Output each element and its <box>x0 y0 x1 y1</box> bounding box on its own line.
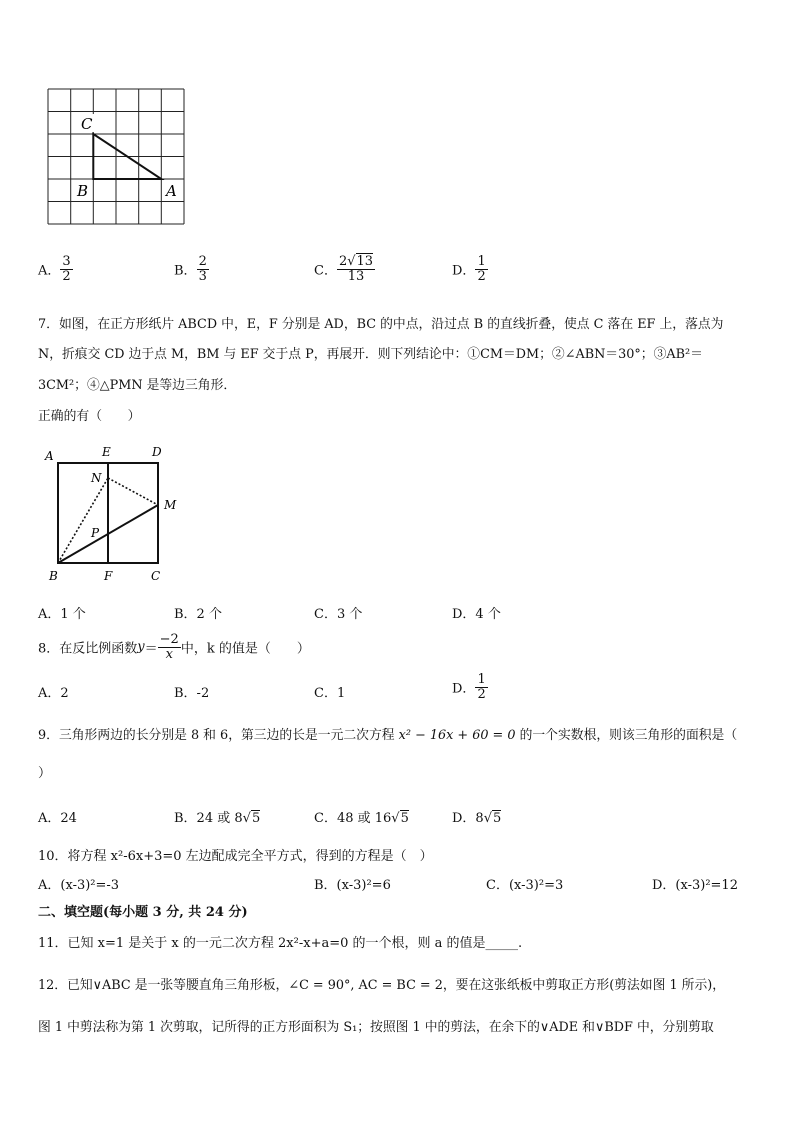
fraction-denominator: 3 <box>198 268 207 284</box>
label-a: A <box>166 182 177 200</box>
label-c: C <box>151 569 161 583</box>
q7-stem-line2: N，折痕交 CD 边于点 M，BM 与 EF 交于点 P，再展开．则下列结论中：①CM＝DM；②∠ABN＝30°；③AB²＝ <box>38 347 703 362</box>
q6-option-b[interactable] <box>174 255 209 283</box>
radical-sign-icon: √ <box>391 811 400 826</box>
q9-equation: x² − 16x + 60 = 0 <box>398 728 516 743</box>
q6-grid-figure <box>44 86 188 228</box>
label-p: P <box>91 526 100 540</box>
q7-option-c[interactable]: C．3 个 <box>314 607 363 622</box>
q7-option-a[interactable]: A．1 个 <box>38 607 86 622</box>
radicand: 13 <box>356 254 374 269</box>
q9-option-c[interactable] <box>314 807 409 826</box>
q10-option-d[interactable]: D．(x-3)²=12 <box>652 878 738 893</box>
radicand: 5 <box>400 811 409 826</box>
radical-sign-icon: √ <box>347 254 356 269</box>
q11-stem: 11．已知 x=1 是关于 x 的一元二次方程 2x²-x+a=0 的一个根，则 a 的值是_____. <box>38 936 523 951</box>
fraction-denominator: 2 <box>477 268 486 284</box>
q8-option-b[interactable]: B．-2 <box>174 686 210 701</box>
q10-option-c[interactable]: C．(x-3)²=3 <box>486 878 564 893</box>
option-label: D． <box>452 681 476 697</box>
fraction-numerator: 1 <box>477 254 486 269</box>
q7-square-figure <box>40 440 190 588</box>
q9-stem-pre: 9．三角形两边的长分别是 8 和 6，第三边的长是一元二次方程 <box>38 728 395 743</box>
q6-option-d[interactable] <box>452 255 488 283</box>
label-a: A <box>45 449 54 463</box>
q10-option-b[interactable]: B．(x-3)²=6 <box>314 878 391 893</box>
fraction-numerator: −2 <box>159 632 179 647</box>
option-label: C． <box>314 263 337 279</box>
q7-stem-line1: 7．如图，在正方形纸片 ABCD 中，E，F 分别是 AD，BC 的中点，沿过点 B 的直线折叠，使点 C 落在 EF 上，落点为 <box>38 317 724 332</box>
option-text: C．48 或 16 <box>314 811 392 826</box>
q9-option-d[interactable] <box>452 807 501 826</box>
q9-option-a[interactable]: A．24 <box>38 811 77 826</box>
label-c: C <box>81 115 93 133</box>
q9-stem-line1 <box>38 724 737 743</box>
fraction-denominator: 13 <box>347 268 365 284</box>
q9-option-b[interactable] <box>174 807 260 826</box>
radicand: 5 <box>493 811 502 826</box>
q8-option-c[interactable]: C．1 <box>314 686 346 701</box>
label-e: E <box>102 445 111 459</box>
radical-sign-icon: √ <box>483 811 492 826</box>
q7-stem-line3: 3CM²；④△PMN 是等边三角形． <box>38 378 237 393</box>
label-b: B <box>77 182 89 200</box>
var-y: y <box>137 639 145 655</box>
q6-option-c[interactable] <box>314 255 375 283</box>
fraction-denominator: 2 <box>62 268 71 284</box>
q12-stem-line1: 12．已知∨ABC 是一张等腰直角三角形板，∠C = 90°, AC = BC = 2，要在这张纸板中剪取正方形(剪法如图 1 所示)， <box>38 978 726 993</box>
fraction-numerator: 1 <box>477 672 486 687</box>
option-label: A． <box>38 263 61 279</box>
option-text: B．24 或 8 <box>174 811 243 826</box>
radicand: 5 <box>251 811 261 826</box>
option-label: D． <box>452 263 476 279</box>
section-title: 二、填空题(每小题 3 分, 共 24 分) <box>38 905 248 920</box>
segment-bn <box>58 478 108 563</box>
equals-sign: ＝ <box>144 641 158 657</box>
q8-stem-pre: 8．在反比例函数 <box>38 641 138 657</box>
label-n: N <box>91 471 102 485</box>
q8-stem-post: 中，k 的值是（ ） <box>180 641 310 657</box>
q7-option-b[interactable]: B．2 个 <box>174 607 222 622</box>
q7-stem-line4: 正确的有（ ） <box>38 409 141 424</box>
label-m: M <box>164 498 177 512</box>
q10-stem: 10．将方程 x²-6x+3=0 左边配成完全平方式，得到的方程是（ ） <box>38 849 433 864</box>
q12-stem-line2: 图 1 中剪法称为第 1 次剪取，记所得的正方形面积为 S₁；按照图 1 中的剪法，在余下的∨ADE 和∨BDF 中，分别剪取 <box>38 1020 714 1035</box>
fraction-denominator: x <box>165 646 173 662</box>
q7-option-d[interactable]: D．4 个 <box>452 607 501 622</box>
q8-stem <box>38 633 310 661</box>
label-b: B <box>49 569 58 583</box>
q9-stem-line2: ） <box>38 766 52 781</box>
fraction-numerator: 3 <box>62 254 71 269</box>
label-d: D <box>152 445 162 459</box>
option-label: B． <box>174 263 197 279</box>
fraction-numerator: 2 <box>198 254 207 269</box>
grid-lines <box>48 89 184 224</box>
q10-option-a[interactable]: A．(x-3)²=-3 <box>38 878 120 893</box>
fraction-numerator <box>337 255 375 270</box>
radical-sign-icon: √ <box>242 811 251 826</box>
fraction-denominator: 2 <box>477 686 486 702</box>
coefficient: 2 <box>338 254 348 269</box>
segment-nm <box>108 478 158 505</box>
q8-option-d[interactable] <box>452 673 488 701</box>
q9-stem-post: 的一个实数根，则该三角形的面积是（ <box>519 728 738 743</box>
label-f: F <box>104 569 113 583</box>
q8-option-a[interactable]: A．2 <box>38 686 69 701</box>
option-text: D．8 <box>452 811 484 826</box>
q6-option-a[interactable] <box>38 255 73 283</box>
